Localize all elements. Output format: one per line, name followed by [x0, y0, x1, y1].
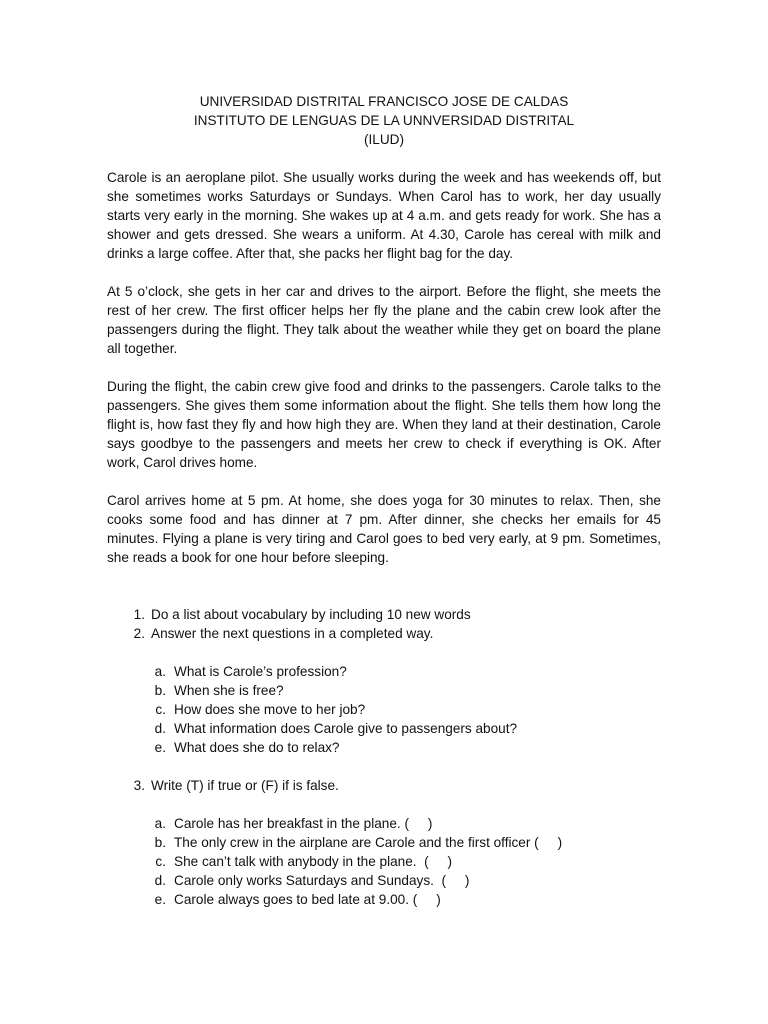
question-letter: d. — [154, 721, 166, 736]
task-list — [107, 605, 661, 909]
statement-letter: e. — [154, 892, 166, 907]
question-letter: e. — [154, 740, 166, 755]
paragraph-1: Carole is an aeroplane pilot. She usually works during the week and has weekends off, but she sometimes works Saturdays or Sundays. When Carol has to work, her day usually starts very early in the morning. She wakes up at 4 a.m. and gets ready for work. She has a shower and gets dressed. She wears a uniform. At 4.30, Carole has cereal with milk and drinks a large coffee. After that, she packs her flight bag for the day. — [107, 170, 661, 261]
statement-letter: c. — [155, 854, 166, 869]
statement-letter: d. — [154, 873, 166, 888]
question-text: When she is free? — [174, 683, 284, 698]
header-university: UNIVERSIDAD DISTRITAL FRANCISCO JOSE DE CALDAS — [199, 94, 569, 109]
statement-item — [107, 814, 661, 833]
true-false-list — [107, 814, 661, 909]
question-item — [107, 700, 661, 719]
question-list — [107, 662, 661, 757]
question-text: What is Carole’s profession? — [174, 664, 347, 679]
statement-item — [107, 890, 661, 909]
task-3 — [107, 776, 661, 795]
question-text: How does she move to her job? — [174, 702, 366, 717]
question-letter: a. — [154, 664, 166, 679]
question-text: What does she do to relax? — [174, 740, 340, 755]
question-item — [107, 719, 661, 738]
question-item — [107, 738, 661, 757]
header-institute: INSTITUTO DE LENGUAS DE LA UNNVERSIDAD DISTRITAL — [193, 113, 575, 128]
statement-item — [107, 833, 661, 852]
statement-text: The only crew in the airplane are Carole and the first officer ( ) — [174, 835, 563, 850]
statement-text: She can’t talk with anybody in the plane. ( ) — [174, 854, 453, 869]
paragraph-4: Carol arrives home at 5 pm. At home, she does yoga for 30 minutes to relax. Then, she cooks some food and has dinner at 7 pm. After dinner, she checks her emails for 45 minutes. Flying a plane is very tiring and Carol goes to bed very early, at 9 pm. Sometimes, she reads a book for one hour before sleeping. — [107, 493, 661, 565]
task-2 — [107, 624, 661, 643]
task-text: Write (T) if true or (F) if is false. — [151, 778, 339, 793]
statement-text: Carole only works Saturdays and Sundays. ( ) — [174, 873, 470, 888]
statement-item — [107, 871, 661, 890]
statement-text: Carole always goes to bed late at 9.00. ( ) — [174, 892, 441, 907]
task-text: Answer the next questions in a completed way. — [151, 626, 434, 641]
statement-letter: b. — [154, 835, 166, 850]
task-number: 2. — [133, 626, 145, 641]
question-letter: b. — [154, 683, 166, 698]
question-item — [107, 681, 661, 700]
question-item — [107, 662, 661, 681]
header-acronym: (ILUD) — [363, 132, 405, 147]
question-letter: c. — [155, 702, 166, 717]
statement-item — [107, 852, 661, 871]
task-number: 1. — [133, 607, 145, 622]
statement-text: Carole has her breakfast in the plane. ( ) — [174, 816, 433, 831]
question-text: What information does Carole give to passengers about? — [174, 721, 518, 736]
statement-letter: a. — [154, 816, 166, 831]
paragraph-2: At 5 o’clock, she gets in her car and drives to the airport. Before the flight, she meets the rest of her crew. The first officer helps her fly the plane and the cabin crew look after the passengers during the flight. They talk about the weather while they get on board the plane all together. — [107, 284, 661, 356]
document-page — [107, 92, 661, 928]
paragraph-3: During the flight, the cabin crew give food and drinks to the passengers. Carole talks to the passengers. She gives them some information about the flight. She tells them how long the flight is, how fast they fly and how high they are. When they land at their destination, Carole says goodbye to the passengers and meets her crew to check if everything is OK. After work, Carol drives home. — [107, 379, 661, 470]
task-text: Do a list about vocabulary by including 10 new words — [151, 607, 471, 622]
task-1 — [107, 605, 661, 624]
document-header — [107, 92, 661, 149]
task-number: 3. — [133, 778, 145, 793]
